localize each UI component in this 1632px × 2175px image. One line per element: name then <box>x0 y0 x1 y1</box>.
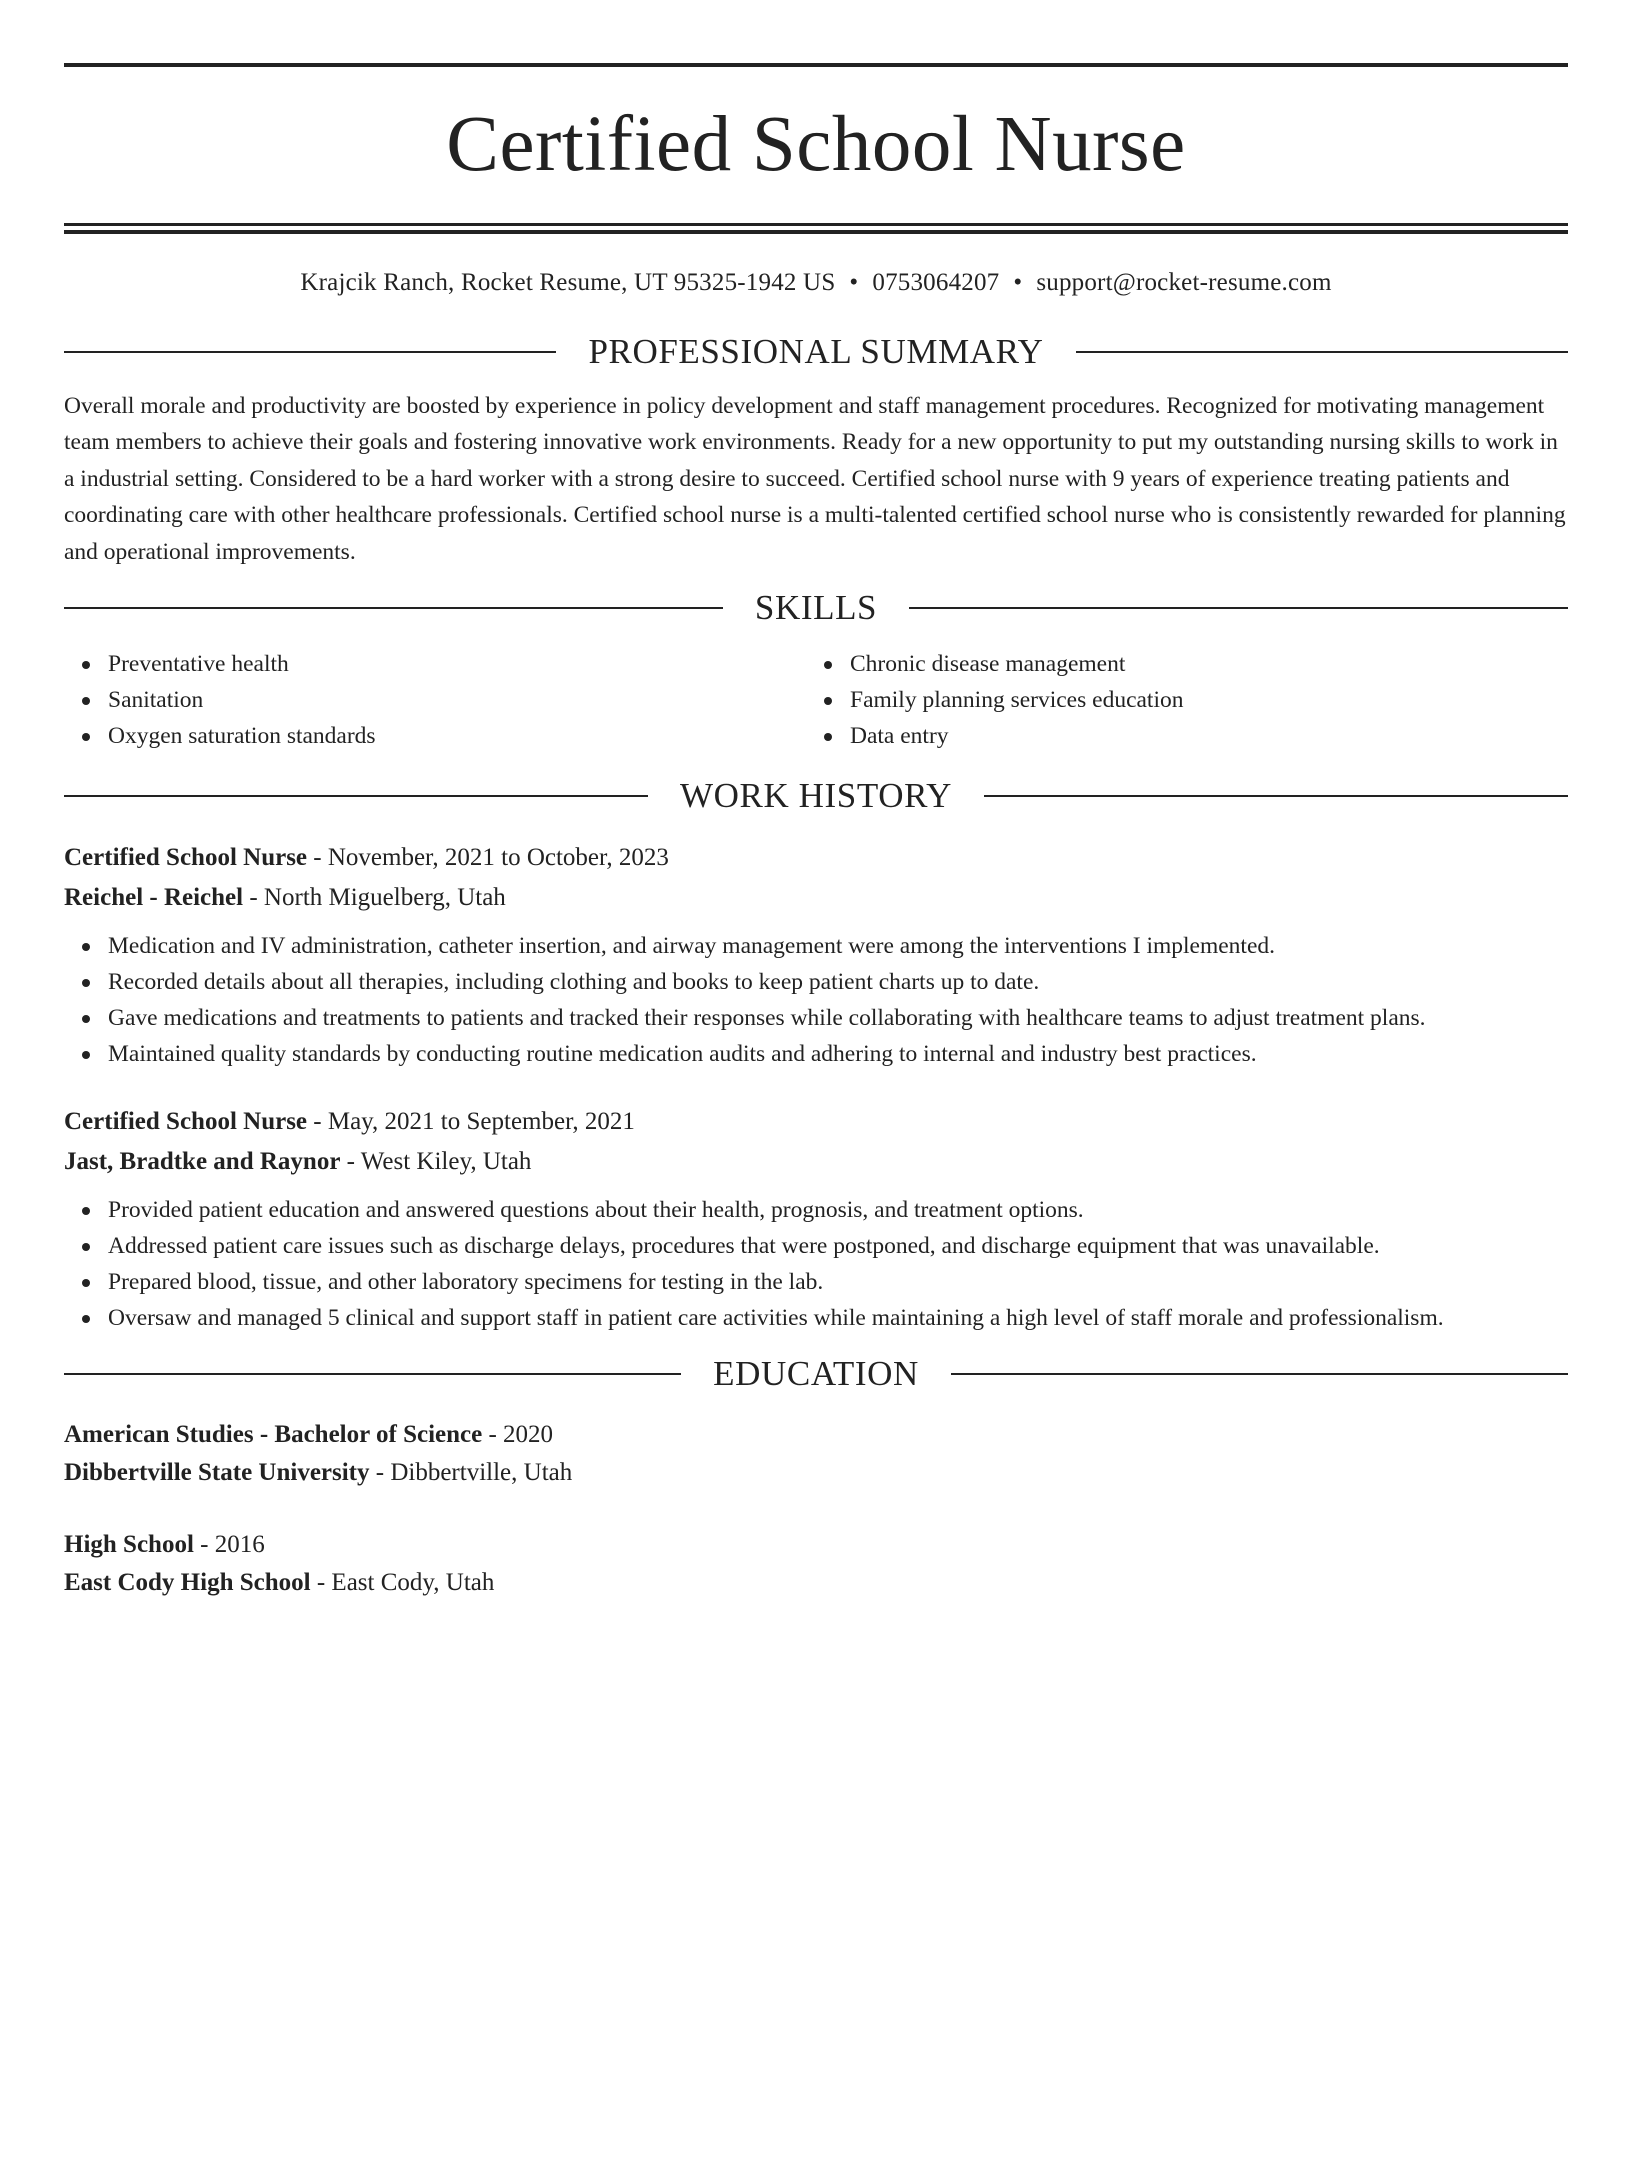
education-degree: High School <box>64 1531 194 1559</box>
education-degree: American Studies - Bachelor of Science <box>64 1421 483 1449</box>
education-school-line <box>64 1454 1568 1492</box>
job-duties <box>64 928 1568 1072</box>
divider-line <box>909 607 1568 609</box>
job-location: - West Kiley, Utah <box>340 1148 532 1176</box>
education-location: - Dibbertville, Utah <box>369 1459 573 1487</box>
skill-item: Chronic disease management <box>850 646 1548 682</box>
education-degree-line <box>64 1526 1568 1564</box>
section-title: WORK HISTORY <box>680 776 952 816</box>
duty-item: Recorded details about all therapies, including clothing and books to keep patient charts up to date. <box>108 964 1568 1000</box>
divider-line <box>64 607 723 609</box>
contact-separator: • <box>849 269 859 296</box>
education-entry <box>64 1416 1568 1492</box>
contact-phone: 0753064207 <box>872 269 1000 296</box>
section-header-skills <box>64 586 1568 630</box>
contact-address: Krajcik Ranch, Rocket Resume, UT 95325-1942 US <box>300 269 836 296</box>
duty-item: Maintained quality standards by conducting routine medication audits and adhering to internal and industry best practices. <box>108 1036 1568 1072</box>
divider-line <box>64 351 556 353</box>
summary-paragraph: Overall morale and productivity are boosted by experience in policy development and staff management procedures. Recognized for motivating management team members to achieve their goals and fostering innovative work environments. Ready for a new opportunity to put my outstanding nursing skills to work in a industrial setting. Considered to be a hard worker with a strong desire to succeed. Certified school nurse with 9 years of experience treating patients and coordinating care with other healthcare professionals. Certified school nurse is a multi-talented certified school nurse who is consistently rewarded for planning and operational improvements. <box>64 393 1566 565</box>
job-dates: - May, 2021 to September, 2021 <box>307 1108 635 1136</box>
education-school: East Cody High School <box>64 1569 311 1597</box>
divider-line <box>1076 351 1568 353</box>
skills-list <box>64 646 1568 754</box>
contact-separator: • <box>1013 269 1023 296</box>
divider-line <box>951 1373 1568 1375</box>
duty-item: Provided patient education and answered questions about their health, prognosis, and treatment options. <box>108 1192 1568 1228</box>
education-location: - East Cody, Utah <box>310 1569 495 1597</box>
section-header-work <box>64 774 1568 818</box>
title-double-rule <box>64 223 1568 234</box>
section-title: EDUCATION <box>713 1354 919 1394</box>
resume-page <box>0 63 1632 2175</box>
section-title: SKILLS <box>754 588 878 628</box>
job-title: Certified School Nurse <box>64 844 308 872</box>
skill-item: Data entry <box>850 718 1548 754</box>
education-school: Dibbertville State University <box>64 1459 370 1487</box>
job-company-line <box>64 878 1568 918</box>
duty-item: Medication and IV administration, catheter insertion, and airway management were among the interventions I implemented. <box>108 928 1568 964</box>
job-entry <box>64 1102 1568 1336</box>
skills-column-right <box>806 646 1548 754</box>
divider-line <box>984 795 1568 797</box>
divider-line <box>64 1373 681 1375</box>
section-header-summary <box>64 330 1568 374</box>
skill-item: Preventative health <box>108 646 806 682</box>
education-degree-line <box>64 1416 1568 1454</box>
section-title: PROFESSIONAL SUMMARY <box>588 332 1044 371</box>
job-title-line <box>64 838 1568 878</box>
contact-line <box>64 266 1568 300</box>
job-entry <box>64 838 1568 1072</box>
job-company: Jast, Bradtke and Raynor <box>64 1148 341 1176</box>
skills-column-left <box>64 646 806 754</box>
duty-item: Prepared blood, tissue, and other laboratory specimens for testing in the lab. <box>108 1264 1568 1300</box>
duty-item: Gave medications and treatments to patients and tracked their responses while collaborating with healthcare teams to adjust treatment plans. <box>108 1000 1568 1036</box>
top-rule <box>64 63 1568 67</box>
job-duties <box>64 1192 1568 1336</box>
job-title: Certified School Nurse <box>64 1108 308 1136</box>
duty-item: Oversaw and managed 5 clinical and support staff in patient care activities while maintaining a high level of staff morale and professionalism. <box>108 1300 1568 1336</box>
education-school-line <box>64 1564 1568 1602</box>
job-company-line <box>64 1142 1568 1182</box>
page-title: Certified School Nurse <box>446 101 1186 188</box>
job-dates: - November, 2021 to October, 2023 <box>307 844 669 872</box>
education-entry <box>64 1526 1568 1602</box>
education-year: - 2020 <box>482 1421 554 1449</box>
job-title-line <box>64 1102 1568 1142</box>
divider-line <box>64 795 648 797</box>
skill-item: Oxygen saturation standards <box>108 718 806 754</box>
job-location: - North Miguelberg, Utah <box>243 884 506 912</box>
skill-item: Sanitation <box>108 682 806 718</box>
education-year: - 2016 <box>193 1531 265 1559</box>
contact-email: support@rocket-resume.com <box>1036 269 1332 296</box>
duty-item: Addressed patient care issues such as discharge delays, procedures that were postponed, and discharge equipment that was unavailable. <box>108 1228 1568 1264</box>
section-header-education <box>64 1352 1568 1396</box>
job-company: Reichel - Reichel <box>64 884 244 912</box>
skill-item: Family planning services education <box>850 682 1548 718</box>
